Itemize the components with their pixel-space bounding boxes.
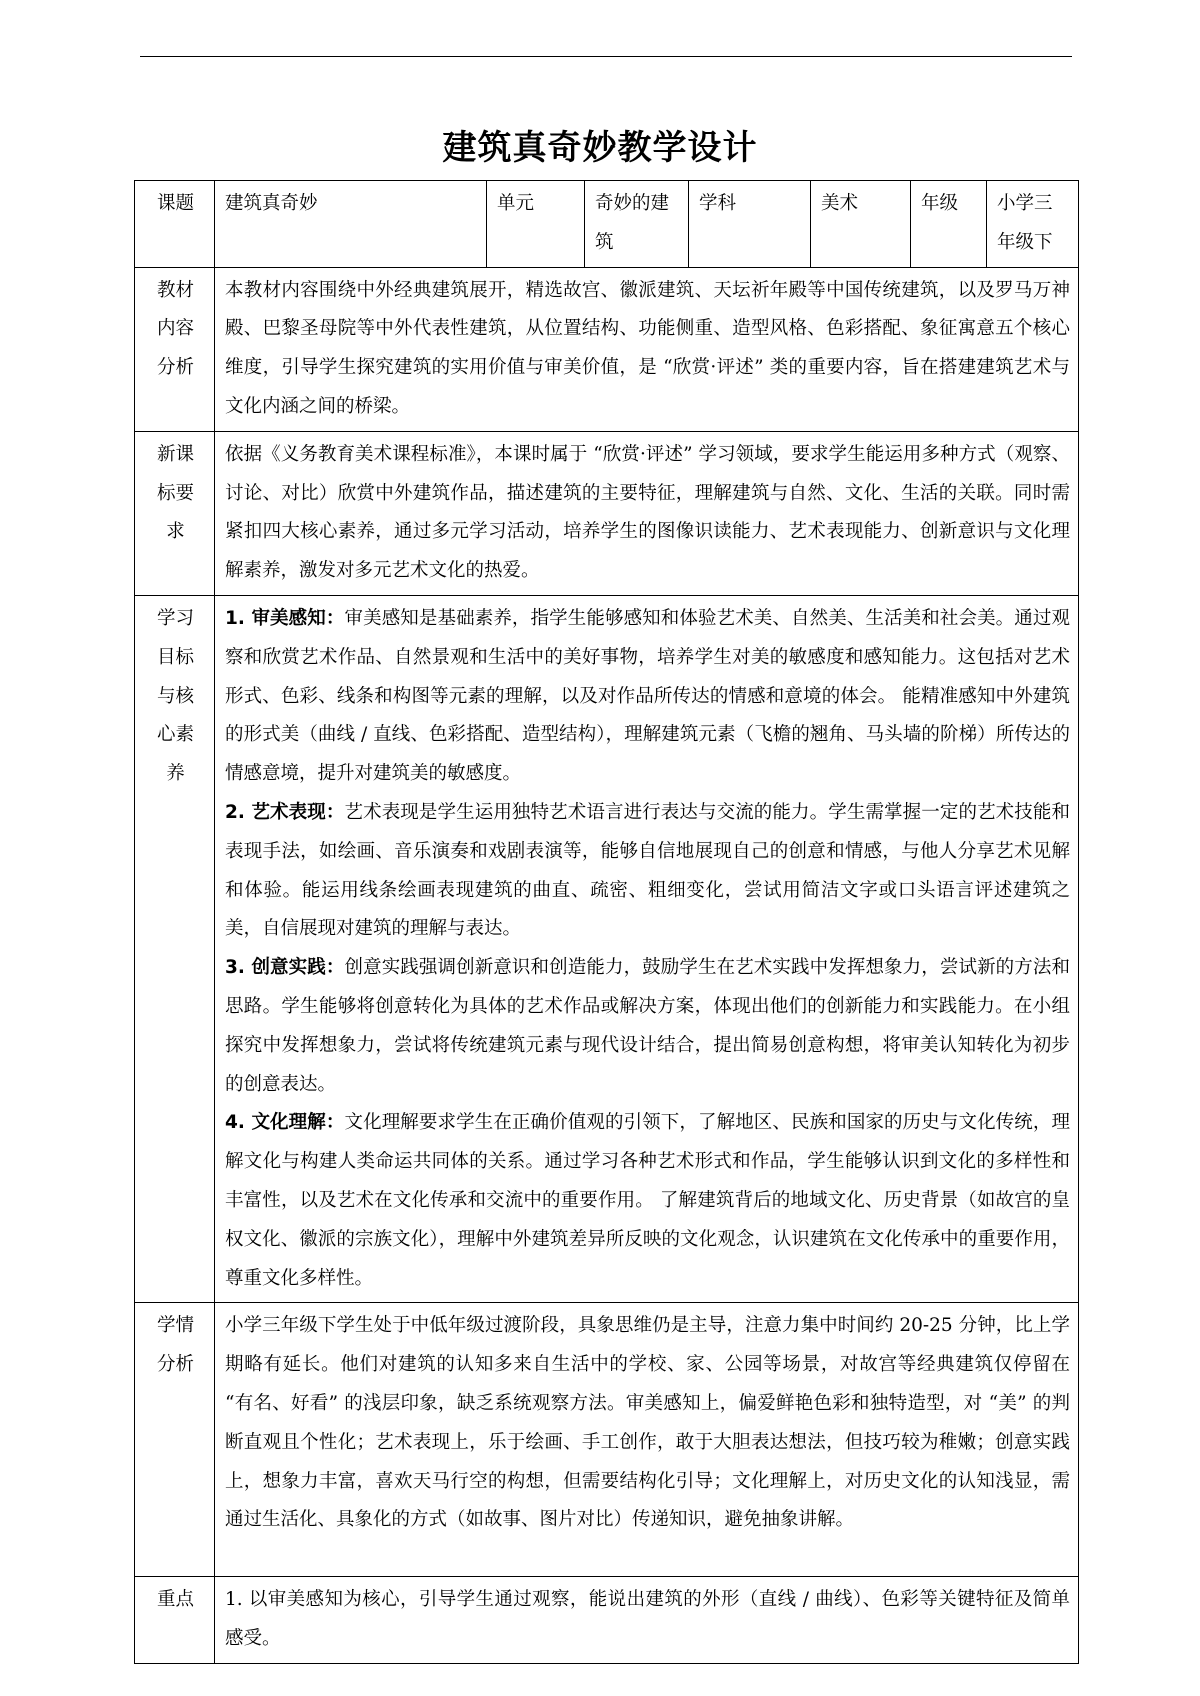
key-point-row	[135, 1577, 1079, 1664]
curriculum-standard-content: 依据《义务教育美术课程标准》，本课时属于 “欣赏·评述” 学习领域，要求学生能运用多种方式（观察、讨论、对比）欣赏中外建筑作品，描述建筑的主要特征，理解建筑与自然、文化、生活的关联。同时需紧扣四大核心素养，通过多元学习活动，培养学生的图像识读能力、艺术表现能力、创新意识与文化理解素养，激发对多元艺术文化的热爱。	[215, 431, 1079, 595]
label-line: 重点	[156, 1589, 194, 1611]
label-line: 内容	[156, 318, 194, 340]
learner-analysis-label	[135, 1303, 215, 1577]
goal-title: 2. 艺术表现：	[225, 801, 345, 823]
header-rule	[140, 56, 1072, 57]
goal-title: 4. 文化理解：	[225, 1112, 345, 1134]
goal-cultural-understanding	[225, 1104, 1070, 1298]
subject-label: 学科	[689, 181, 811, 268]
label-line: 新课	[156, 443, 194, 465]
lesson-plan-table	[134, 180, 1079, 1664]
goal-artistic-expression	[225, 794, 1070, 949]
label-line: 学习	[156, 607, 194, 629]
goal-text: 创意实践强调创新意识和创造能力，鼓励学生在艺术实践中发挥想象力，尝试新的方法和思路。学生能够将创意转化为具体的艺术作品或解决方案，体现出他们的创新能力和实践能力。在小组探究中发挥想象力，尝试将传统建筑元素与现代设计结合，提出简易创意构想，将审美认知转化为初步的创意表达。	[225, 957, 1070, 1095]
label-line: 教材	[156, 279, 194, 301]
label-line: 求	[166, 521, 185, 543]
textbook-analysis-content: 本教材内容围绕中外经典建筑展开，精选故宫、徽派建筑、天坛祈年殿等中国传统建筑，以及罗马万神殿、巴黎圣母院等中外代表性建筑，从位置结构、功能侧重、造型风格、色彩搭配、象征寓意五个核心维度，引导学生探究建筑的实用价值与审美价值，是 “欣赏·评述” 类的重要内容，旨在搭建建筑艺术与文化内涵之间的桥梁。	[215, 267, 1079, 431]
grade-label: 年级	[911, 181, 987, 268]
unit-label: 单元	[487, 181, 585, 268]
textbook-analysis-label	[135, 267, 215, 431]
subject-value: 美术	[811, 181, 911, 268]
label-line: 目标	[156, 646, 194, 668]
goal-title: 3. 创意实践：	[225, 957, 345, 979]
label-line: 分析	[156, 357, 194, 379]
goal-text: 艺术表现是学生运用独特艺术语言进行表达与交流的能力。学生需掌握一定的艺术技能和表现手法，如绘画、音乐演奏和戏剧表演等，能够自信地展现自己的创意和情感，与他人分享艺术见解和体验。能运用线条绘画表现建筑的曲直、疏密、粗细变化，尝试用简洁文字或口头语言评述建筑之美，自信展现对建筑的理解与表达。	[225, 801, 1070, 940]
topic-value: 建筑真奇妙	[215, 181, 487, 268]
unit-value: 奇妙的建筑	[585, 181, 689, 268]
curriculum-standard-row	[135, 431, 1079, 595]
goal-title: 1. 审美感知：	[225, 607, 345, 629]
goal-text: 审美感知是基础素养，指学生能够感知和体验艺术美、自然美、生活美和社会美。通过观察和欣赏艺术作品、自然景观和生活中的美好事物，培养学生对美的敏感度和感知能力。这包括对艺术形式、色彩、线条和构图等元素的理解，以及对作品所传达的情感和意境的体会。 能精准感知中外建筑的形式美（曲线 / 直线、色彩搭配、造型结构），理解建筑元素（飞檐的翘角、马头墙的阶梯）所传达的情感意境，提升对建筑美的敏感度。	[225, 607, 1070, 785]
label-line: 心素	[156, 724, 194, 746]
learning-goals-label	[135, 595, 215, 1302]
label-line: 分析	[156, 1354, 194, 1376]
goal-creative-practice	[225, 949, 1070, 1104]
label-line: 养	[166, 763, 185, 785]
grade-value: 小学三年级下	[987, 181, 1079, 268]
textbook-analysis-row	[135, 267, 1079, 431]
goal-aesthetic-perception	[225, 600, 1070, 794]
label-line: 与核	[156, 685, 194, 707]
label-line: 学情	[156, 1315, 194, 1337]
label-line: 标要	[156, 482, 194, 504]
learning-goals-content	[215, 595, 1079, 1302]
learning-goals-row	[135, 595, 1079, 1302]
learner-analysis-content: 小学三年级下学生处于中低年级过渡阶段，具象思维仍是主导，注意力集中时间约 20-25 分钟，比上学期略有延长。他们对建筑的认知多来自生活中的学校、家、公园等场景，对故宫等经典建筑仅停留在 “有名、好看” 的浅层印象，缺乏系统观察方法。审美感知上，偏爱鲜艳色彩和独特造型，对 “美” 的判断直观且个性化；艺术表现上，乐于绘画、手工创作，敢于大胆表达想法，但技巧较为稚嫩；创意实践上，想象力丰富，喜欢天马行空的构想，但需要结构化引导；文化理解上，对历史文化的认知浅显，需通过生活化、具象化的方式（如故事、图片对比）传递知识，避免抽象讲解。	[215, 1303, 1079, 1577]
key-point-label	[135, 1577, 215, 1664]
topic-label: 课题	[135, 181, 215, 268]
document-title: 建筑真奇妙教学设计	[442, 128, 758, 168]
learner-analysis-row	[135, 1303, 1079, 1577]
goal-text: 文化理解要求学生在正确价值观的引领下，了解地区、民族和国家的历史与文化传统，理解文化与构建人类命运共同体的关系。通过学习各种艺术形式和作品，学生能够认识到文化的多样性和丰富性，以及艺术在文化传承和交流中的重要作用。 了解建筑背后的地域文化、历史背景（如故宫的皇权文化、徽派的宗族文化），理解中外建筑差异所反映的文化观念，认识建筑在文化传承中的重要作用，尊重文化多样性。	[225, 1112, 1070, 1289]
key-point-content: 1. 以审美感知为核心，引导学生通过观察，能说出建筑的外形（直线 / 曲线）、色彩等关键特征及简单感受。	[215, 1577, 1079, 1664]
curriculum-standard-label	[135, 431, 215, 595]
header-row	[135, 181, 1079, 268]
